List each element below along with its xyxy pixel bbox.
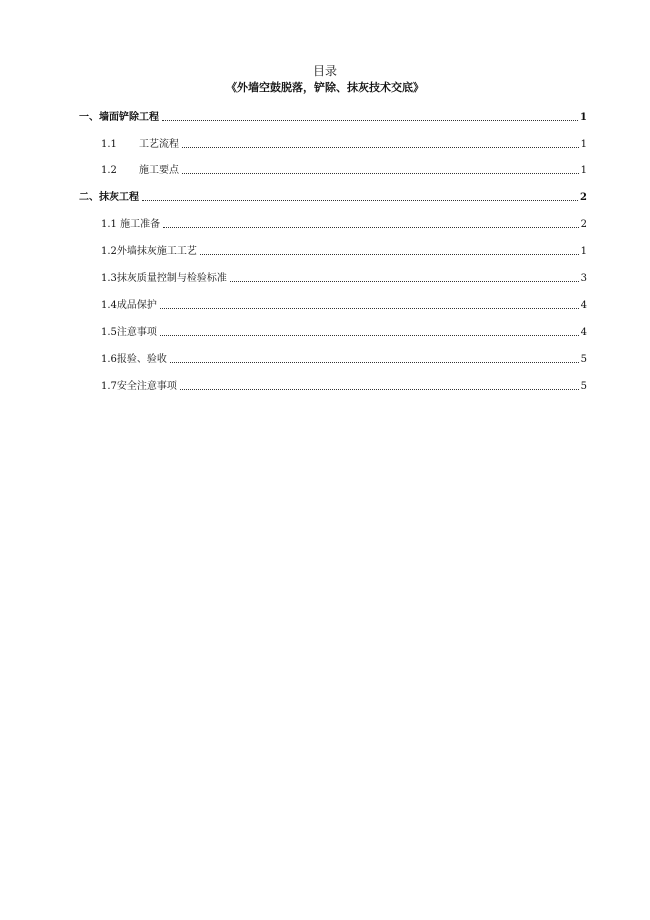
toc-entry-number: 1.1 bbox=[101, 219, 117, 230]
toc-dot-leader bbox=[200, 253, 579, 255]
toc-entry-label: 安全注意事项 bbox=[116, 381, 177, 392]
toc-entry-2-3[interactable] bbox=[101, 272, 587, 285]
toc-entry-2-4[interactable] bbox=[101, 299, 587, 312]
toc-entry-label: 成品保护 bbox=[116, 300, 157, 311]
toc-entry-page: 4 bbox=[580, 300, 587, 311]
toc-entry-page: 3 bbox=[580, 273, 587, 284]
toc-entry-number: 1.3 bbox=[101, 273, 117, 284]
toc-entry-page: 5 bbox=[580, 354, 587, 365]
toc-entry-page: 4 bbox=[580, 327, 587, 338]
toc-entry-page: 1 bbox=[580, 139, 587, 150]
toc-dot-leader bbox=[180, 388, 579, 390]
toc-entry-label: 施工要点 bbox=[139, 165, 179, 176]
page-title: 目录 bbox=[312, 64, 337, 78]
toc-entry-number: 1.6 bbox=[101, 354, 117, 365]
toc-entry-page: 2 bbox=[580, 219, 587, 230]
toc-entry-2-2[interactable] bbox=[101, 245, 587, 258]
toc-dot-leader bbox=[160, 307, 579, 309]
toc-entry-number: 1.4 bbox=[101, 300, 117, 311]
toc-entry-number: 1.1 bbox=[101, 139, 117, 150]
toc-entry-page: 2 bbox=[580, 192, 587, 203]
toc-dot-leader bbox=[230, 280, 579, 282]
toc-dot-leader bbox=[142, 199, 578, 201]
toc-entry-label: 施工准备 bbox=[120, 219, 161, 230]
toc-entry-number: 1.2 bbox=[101, 246, 117, 257]
toc-entry-label: 抹灰工程 bbox=[99, 192, 139, 203]
toc-entry-label: 工艺流程 bbox=[139, 139, 179, 150]
toc-entry-2-6[interactable] bbox=[101, 353, 587, 366]
toc-dot-leader bbox=[160, 334, 579, 336]
toc-entry-2-7[interactable] bbox=[101, 380, 587, 393]
toc-entry-1-2[interactable] bbox=[101, 164, 587, 177]
toc-entry-2-5[interactable] bbox=[101, 326, 587, 339]
toc-entry-number: 二、 bbox=[79, 192, 99, 203]
toc-entry-section-1[interactable] bbox=[79, 111, 587, 124]
toc-dot-leader bbox=[163, 226, 579, 228]
toc-entry-number: 1.2 bbox=[101, 165, 117, 176]
toc-entry-number: 1.7 bbox=[101, 381, 117, 392]
document-subtitle: 《外墙空鼓脱落，铲除、抹灰技术交底》 bbox=[226, 81, 424, 94]
toc-entry-page: 5 bbox=[580, 381, 587, 392]
toc-entry-page: 1 bbox=[580, 246, 587, 257]
toc-entry-number: 1.5 bbox=[101, 327, 117, 338]
toc-entry-label: 抹灰质量控制与检验标准 bbox=[116, 273, 227, 284]
toc-entry-label: 报验、验收 bbox=[116, 354, 167, 365]
toc-dot-leader bbox=[182, 172, 579, 174]
toc-dot-leader bbox=[182, 146, 579, 148]
toc-entry-section-2[interactable] bbox=[79, 191, 587, 204]
toc-entry-label: 外墙抹灰施工工艺 bbox=[116, 246, 197, 257]
toc-entry-page: 1 bbox=[580, 165, 587, 176]
toc-entry-1-1[interactable] bbox=[101, 138, 587, 151]
toc-entry-page: 1 bbox=[580, 112, 587, 123]
toc-dot-leader bbox=[170, 361, 579, 363]
toc-entry-label: 墙面铲除工程 bbox=[99, 112, 159, 123]
toc-entry-2-1[interactable] bbox=[101, 218, 587, 231]
toc-dot-leader bbox=[162, 119, 578, 121]
toc-entry-label: 注意事项 bbox=[116, 327, 157, 338]
toc-entry-number: 一、 bbox=[79, 112, 99, 123]
